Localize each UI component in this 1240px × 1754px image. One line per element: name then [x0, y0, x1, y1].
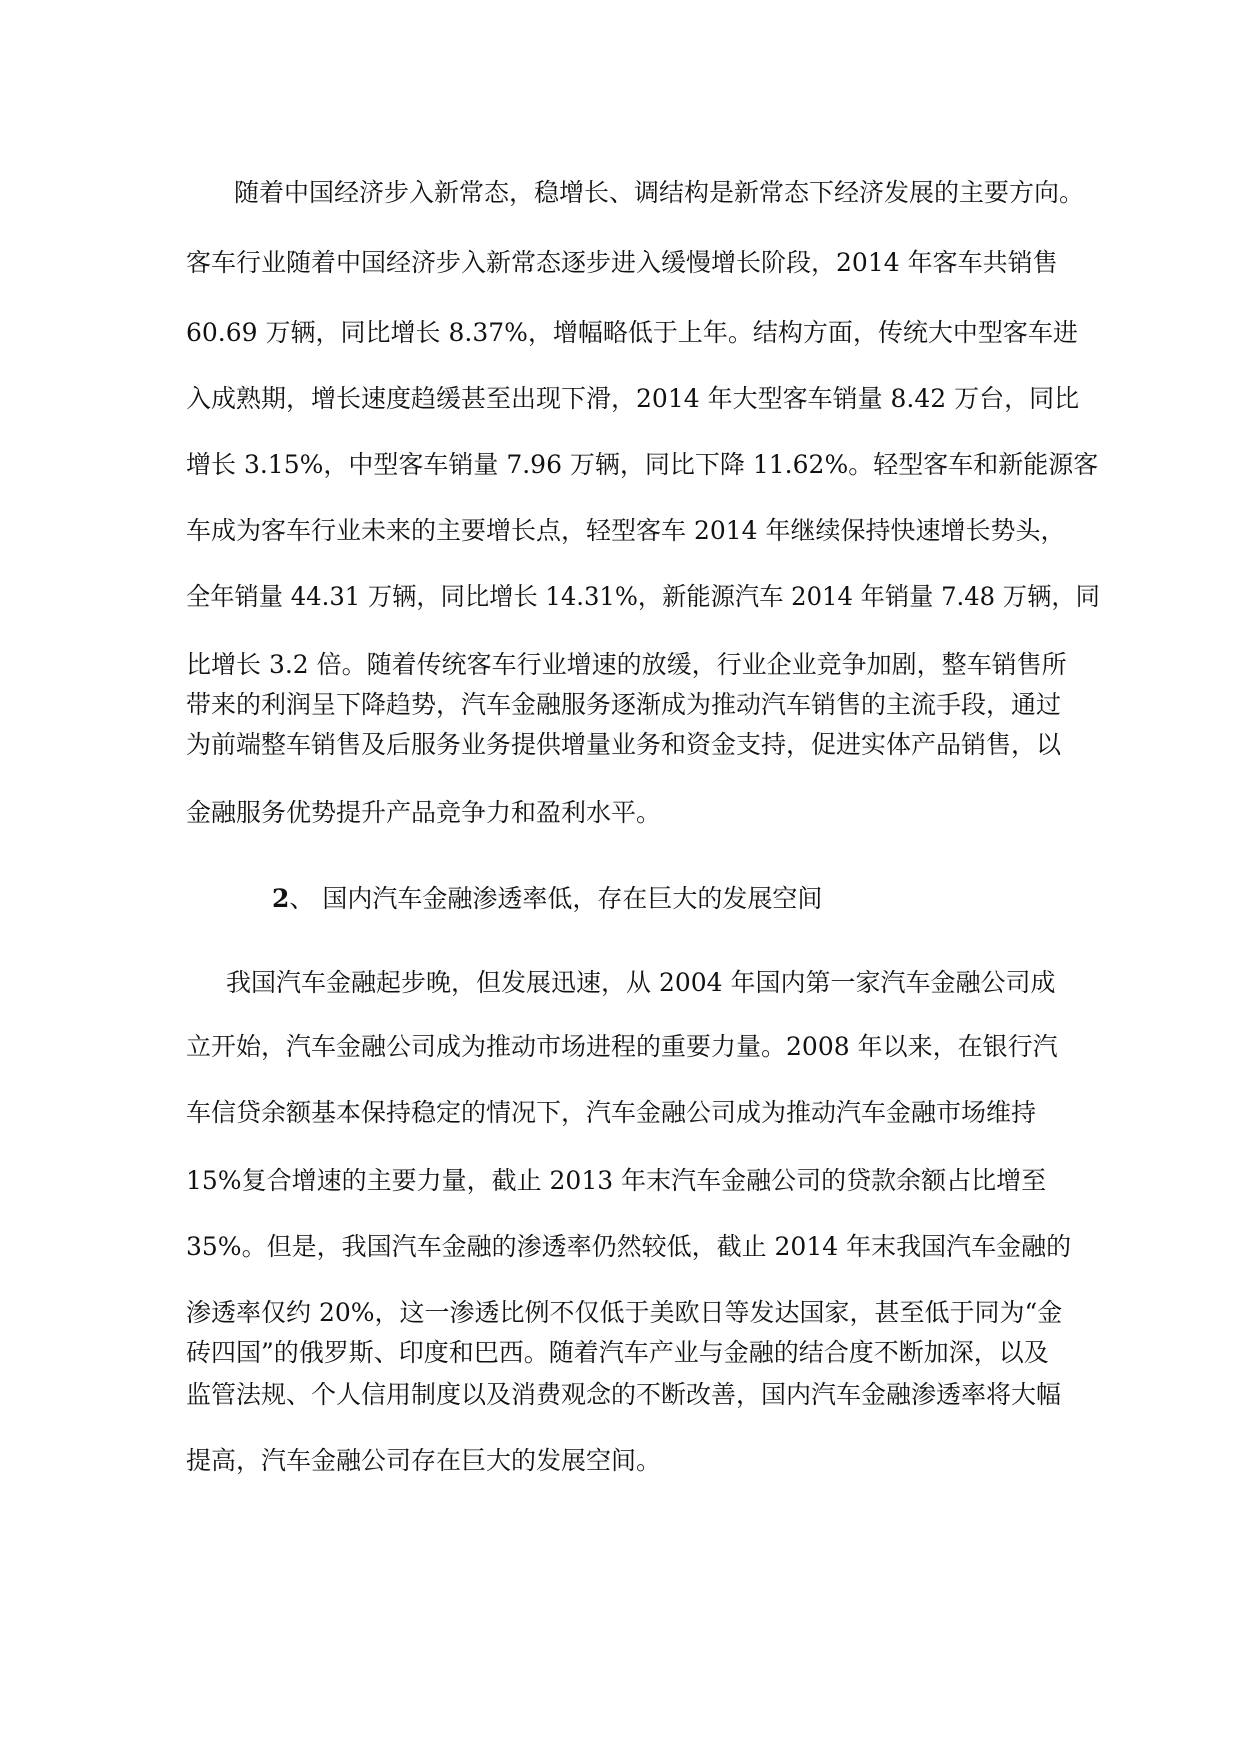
paragraph-line: 60.69 万辆，同比增长 8.37%，增幅略低于上年。结构方面，传统大中型客车进 — [186, 318, 1078, 347]
paragraph-line: 全年销量 44.31 万辆，同比增长 14.31%，新能源汽车 2014 年销量 7.48 万辆，同 — [186, 582, 1100, 611]
section-heading — [272, 882, 822, 916]
paragraph-line: 带来的利润呈下降趋势，汽车金融服务逐渐成为推动汽车销售的主流手段，通过 — [186, 690, 1062, 719]
paragraph-line: 为前端整车销售及后服务业务提供增量业务和资金支持，促进实体产品销售，以 — [186, 730, 1062, 759]
paragraph-line: 砖四国”的俄罗斯、印度和巴西。随着汽车产业与金融的结合度不断加深，以及 — [186, 1338, 1049, 1367]
paragraph-line: 立开始，汽车金融公司成为推动市场进程的重要力量。2008 年以来，在银行汽 — [186, 1032, 1058, 1061]
paragraph-line: 客车行业随着中国经济步入新常态逐步进入缓慢增长阶段，2014 年客车共销售 — [186, 248, 1058, 277]
paragraph-line: 入成熟期，增长速度趋缓甚至出现下滑，2014 年大型客车销量 8.42 万台，同比 — [186, 384, 1080, 413]
paragraph-line: 15%复合增速的主要力量，截止 2013 年末汽车金融公司的贷款余额占比增至 — [186, 1166, 1047, 1195]
paragraph-line: 监管法规、个人信用制度以及消费观念的不断改善，国内汽车金融渗透率将大幅 — [186, 1380, 1062, 1409]
paragraph-line: 我国汽车金融起步晚，但发展迅速，从 2004 年国内第一家汽车金融公司成 — [226, 968, 1056, 997]
paragraph-line: 车信贷余额基本保持稳定的情况下，汽车金融公司成为推动汽车金融市场维持 — [186, 1098, 1037, 1127]
paragraph-line: 35%。但是，我国汽车金融的渗透率仍然较低，截止 2014 年末我国汽车金融的 — [186, 1232, 1072, 1261]
heading-number: 2 — [272, 884, 290, 913]
paragraph-line: 车成为客车行业未来的主要增长点，轻型客车 2014 年继续保持快速增长势头， — [186, 516, 1066, 545]
paragraph-line: 随着中国经济步入新常态，稳增长、调结构是新常态下经济发展的主要方向。 — [234, 178, 1085, 207]
heading-text: 、 国内汽车金融渗透率低，存在巨大的发展空间 — [289, 884, 823, 913]
paragraph-line: 增长 3.15%，中型客车销量 7.96 万辆，同比下降 11.62%。轻型客车和新能源客 — [186, 450, 1099, 479]
paragraph-line: 比增长 3.2 倍。随着传统客车行业增速的放缓，行业企业竞争加剧，整车销售所 — [186, 650, 1067, 679]
paragraph-line: 渗透率仅约 20%，这一渗透比例不仅低于美欧日等发达国家，甚至低于同为“金 — [186, 1298, 1063, 1327]
paragraph-line: 金融服务优势提升产品竞争力和盈利水平。 — [186, 798, 662, 827]
paragraph-line: 提高，汽车金融公司存在巨大的发展空间。 — [186, 1446, 662, 1475]
